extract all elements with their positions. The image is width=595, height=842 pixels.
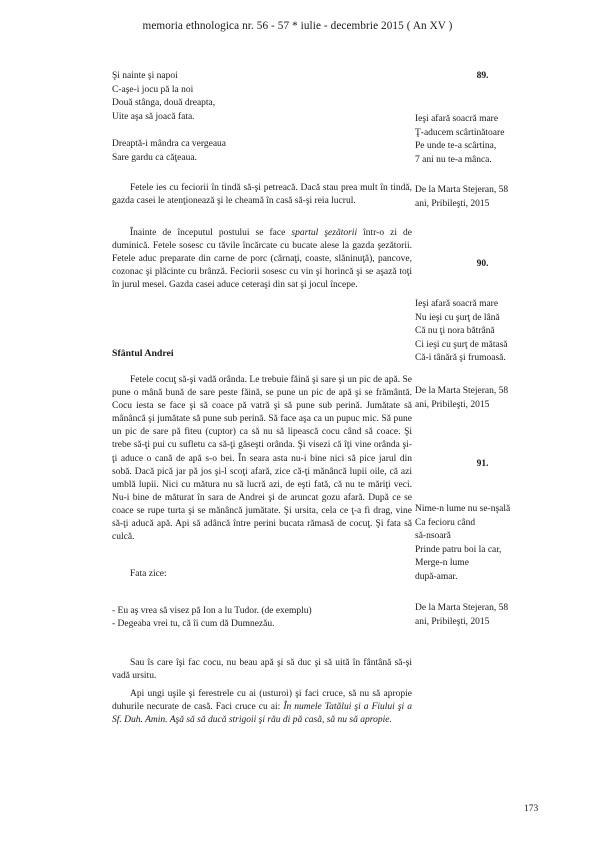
song-number: 91. [476, 459, 489, 469]
song-line: Ieşi afară soacră mare [415, 299, 499, 309]
song-line: Că-i tânără şi frumoasă. [415, 353, 506, 364]
poem-line: Dreaptă-i mândra ca vergeaua [112, 139, 227, 149]
song-line: Nime-n lume nu se-nşală [415, 504, 511, 514]
paragraph-api-ungi: Api ungi uşile şi ferestrele cu ai (usturoi) şi faci cruce, să nu să apropie duhurile necurate de casă. Faci cruce cu ai: În numele Tatălui şi a Fiului şi a Sf. Duh. Amin. Aşă să să ducă strigoii şi rău di pă casă, să nu să apropie. [112, 689, 412, 726]
song-line: Ieşi afară soacră mare [415, 114, 499, 124]
song-90-lyrics [415, 298, 550, 366]
poem-line: Sare gardu ca căţeaua. [112, 152, 197, 163]
source-line: ani, Pribileşti, 2015 [415, 399, 490, 410]
song-line: Că nu ţi nora bătrână [415, 326, 495, 337]
poem-fragment-a [112, 70, 412, 124]
song-line: Ca fecioru când [415, 517, 476, 528]
source-line: De la Marta Stejeran, 58 [415, 185, 509, 195]
source-line: De la Marta Stejeran, 58 [415, 603, 509, 613]
poem-line: Uite aşa să joacă fata. [112, 111, 195, 122]
source-line: ani, Pribileşti, 2015 [415, 198, 490, 209]
paragraph-sfantul-andrei: Fetele cocuţ să-şi vadă orânda. Le trebuie făină şi sare şi un pic de apă. Se pune o mână bună de sare peste făină, se pune un pic de apă şi se frământă. Cocu iesta se face şi să coace pă vatră şi să pune sub perină. Jumătate să mânâncă şi jumătate să pune sub perină. Să face aşa ca un pupuc mic. Să pune un pic de sare pă fiteu (cuptor) ca să nu să lipească cocu când să coace. Şi trebe să-ţi pui cu sufletu ca să-ţi găseşti orânda. Şi visezi că îţi vine orânda şi-ţi aduce o cană de apă s-o bei. În seara asta nu-i bine nici să pice jarul din sobă. Dacă pică jar pă jos şi-l scoţi afară, zice că-ţi mănâncă lupii oile, că azi umblă lupii. Nici cu mătura nu să lucră azi, de eşti fată, că nu te măriţi veci. Nu-i bine de măturat în sara de Andrei şi de aruncat gozu afară. După ce se coace se rupe turta şi se mănâncă jumătate. Şi ursita, cela ce ţ-a fi drag, vine să-ţi aducă apă. Api să adâncă între perini bucata rămasă de cocuţ. Şi fata să culcă. [112, 375, 412, 543]
section-heading: Sfântul Andrei [112, 348, 174, 359]
dialog-block [112, 605, 412, 631]
poem-line: Şi nainte şi napoi [112, 71, 178, 81]
poem-fragment-b [112, 138, 412, 165]
song-91-number-wrap [415, 458, 550, 472]
song-91-lyrics [415, 503, 550, 585]
song-line: după-amar. [415, 571, 458, 582]
song-line: Prinde patru boi la car, [415, 544, 502, 555]
italic-term: spartul şezătorii [291, 228, 358, 238]
song-89-number-wrap [415, 70, 550, 84]
paragraph-sau-is-care: Sau îs care îşi fac cocu, nu beau apă şi să duc şi să uită în fântână să-şi vadă ursitu. [112, 658, 412, 682]
song-number: 90. [476, 259, 489, 269]
song-number: 89. [476, 71, 489, 81]
italic-incantation: În numele Tatălui şi a Fiului şi a Sf. Duh. Amin. Aşă să să ducă strigoii şi rău di pă casă, să nu să apropie. [112, 702, 412, 726]
song-90-number-wrap [415, 258, 550, 272]
song-line: Nu ieşi cu şurţ de lână [415, 312, 500, 323]
song-90-source [415, 385, 550, 412]
source-line: ani, Pribileşti, 2015 [415, 616, 490, 627]
song-line: Pe unde te-a scârtina, [415, 141, 497, 152]
source-line: De la Marta Stejeran, 58 [415, 386, 509, 396]
song-line: Ţ-aducem scârtinătoare [415, 127, 505, 138]
running-header: memoria ethnologica nr. 56 - 57 * iulie - decembrie 2015 ( An XV ) [142, 20, 453, 32]
song-91-source [415, 602, 550, 629]
song-line: 7 ani nu te-a mânca. [415, 154, 492, 165]
song-89-source [415, 184, 550, 211]
poem-line: C-aşe-i jocu pă la noi [112, 84, 194, 95]
dialog-line: - Degeaba vrei tu, că îi cum dă Dumnezău. [112, 619, 275, 630]
song-line: să-nsoară [415, 531, 451, 542]
poem-line: Două stânga, două dreapta, [112, 98, 216, 109]
page-number: 173 [524, 804, 539, 814]
fata-zice-line: Fata zice: [130, 569, 167, 579]
dialog-line: - Eu aş vrea să visez pă Ion a lu Tudor. (de exemplu) [112, 606, 312, 616]
song-line: Ci ieşi cu şurţ de mătasă [415, 339, 508, 350]
paragraph-fete-ies: Fetele ies cu feciorii în tindă să-şi petreacă. Dacă stau prea mult în tindă, gazda casei le atenţionează şi le cheamă în casă să-şi reia lucrul. [112, 183, 412, 207]
song-line: Merge-n lume [415, 558, 469, 569]
song-89-lyrics [415, 113, 550, 167]
paragraph-spartul-sezatorii: Înainte de începutul postului se face spartul şezătorii într-o zi de duminică. Fetele sosesc cu tăvile încărcate cu bucate alese la gazda şezătorii. Fetele aduc preparate din carne de porc (cârnaţi, coaste, slăninuţă), pancove, cozonac şi plăcinte cu brânză. Feciorii sosesc cu vin şi horincă şi se aşază toţi în jurul mesei. Gazda casei aduce ceteraşi din sat şi jocul începe. [112, 228, 412, 291]
